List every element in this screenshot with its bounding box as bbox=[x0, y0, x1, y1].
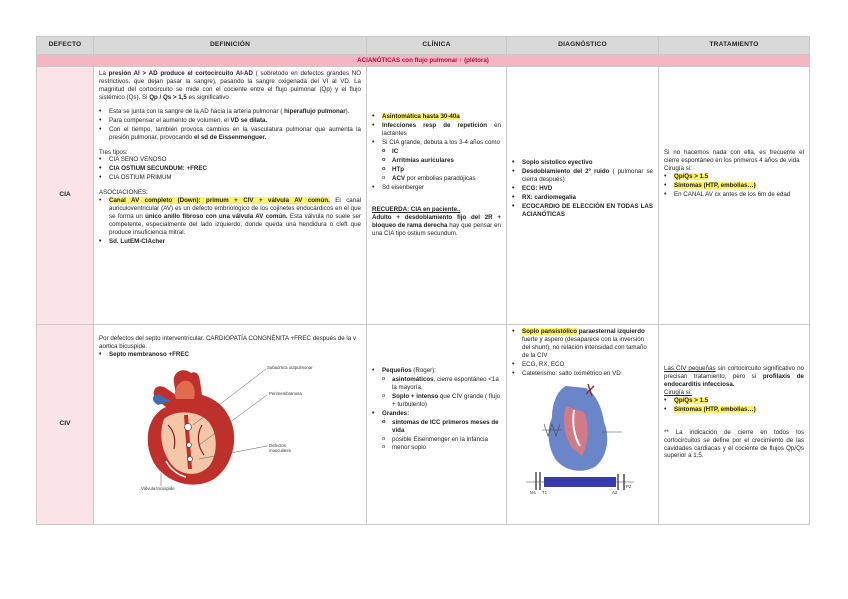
list-item: o asintomáticos, cierre espontáneo <1a la mayoría. bbox=[372, 376, 501, 392]
list-item: • CIA OSTIUM SECUNDUM: +FREC bbox=[99, 165, 361, 173]
header-defecto: DEFECTO bbox=[37, 37, 94, 55]
figure-label: Válvula tricúspide bbox=[141, 485, 175, 491]
list-item: • ECOCARDIO DE ELECCIÓN EN TODAS LAS ACIANÓTICAS bbox=[512, 203, 653, 219]
defect-name-civ: CIV bbox=[37, 325, 94, 525]
list-item: o síntomas de ICC primeros meses de vida bbox=[372, 419, 501, 435]
civ-trat-surgery: Cirugía si: bbox=[664, 388, 692, 396]
list-item: • Soplo sistolico eyectivo bbox=[512, 159, 653, 167]
header-row bbox=[37, 37, 810, 55]
cia-def-intro: La presión AI > AD produce el cortocircuito AI-AD ( sobretodo en defectos grandes NO restrictivos, que dejan pasar la sangre), pasando la sangre oxigenada del VI al VD. La magnitud del cortocircuito se mide con el cociente entre el flujo pulmonar (Qp) y el flujo sistémico (Qs). Si Qp / Qs > 1,5 es significativo bbox=[99, 70, 362, 101]
cardiopathy-table bbox=[36, 36, 810, 525]
header-diagnostico: DIAGNÓSTICO bbox=[507, 37, 659, 55]
list-item: • Qp/Qs > 1.5 bbox=[664, 173, 804, 181]
phono-label-p2: P2 bbox=[626, 483, 632, 489]
cia-trat-list bbox=[664, 173, 804, 199]
cia-assoc-list bbox=[99, 197, 361, 246]
cia-trat-text: Si no hacemos nada con ella, es frecuente el cierre espontáneo en los primeros 4 años de vida bbox=[664, 149, 804, 164]
list-item: • Asintomática hasta 30-40a bbox=[372, 113, 501, 121]
cia-assoc-title: ASOCIACIONES: bbox=[99, 189, 148, 197]
clinic-cell-cia bbox=[367, 67, 507, 325]
list-item: • Grandes: bbox=[372, 410, 501, 418]
list-item: • Soplo pansistólico paraesternal izquierdo fuerte y aspero (desaparece con la inversión del shunt), no relación intensidad con tamaño de la CIV bbox=[512, 328, 653, 360]
civ-trat-text: Las CIV pequeñas sin cortocircuito significativo no precisan tratamiento, pero sí profilaxis de endocarditis infecciosa. bbox=[664, 365, 804, 388]
table-row-cia bbox=[37, 67, 810, 325]
heart-septal-defects-figure bbox=[121, 363, 321, 498]
list-item: • Con el tiempo, también provoca cambios en la vasculatura pulmonar que aumenta la presión pulmonar, provocando el sd de Eissenmenguer. bbox=[99, 126, 361, 142]
diagnosis-cell-cia bbox=[507, 67, 659, 325]
defect-name-cia: CIA bbox=[37, 67, 94, 325]
section-band-row bbox=[37, 55, 810, 67]
cia-diag-list bbox=[512, 159, 653, 219]
cia-def-bullets bbox=[99, 108, 361, 142]
list-item: • Síntomas (HTP, embolias…) bbox=[664, 182, 804, 190]
list-item: • RX: cardiomegalia bbox=[512, 194, 653, 202]
list-item: • ECG, RX, ECO bbox=[512, 361, 653, 369]
header-definicion: DEFINICIÓN bbox=[94, 37, 367, 55]
cia-recuerda-title: RECUERDA: CIA en paciente.. bbox=[372, 206, 461, 214]
section-band: ACIANÓTICAS con flujo pulmonar ↑ (plétora) bbox=[37, 55, 810, 67]
definition-cell-civ bbox=[94, 325, 367, 525]
list-item: o posible Eisenmenger en la infancia bbox=[372, 436, 501, 444]
diagnosis-cell-civ bbox=[507, 325, 659, 525]
list-item: • ECG: HVD bbox=[512, 185, 653, 193]
phono-label-a2: A2 bbox=[612, 489, 618, 495]
list-item: • Cateterismo: salto oximétrico en VD bbox=[512, 370, 653, 378]
table-row-civ bbox=[37, 325, 810, 525]
civ-def-intro: Por defectos del septo interventricular. CARDIOPATÍA CONGNÉNITA +FREC después de la v aortica bicuspide. bbox=[99, 335, 357, 350]
cia-clin-list bbox=[372, 113, 501, 191]
list-item: • Qp/Qs > 1.5 bbox=[664, 397, 804, 405]
treatment-cell-cia bbox=[659, 67, 810, 325]
list-item: • Sd eisenberger bbox=[372, 184, 501, 192]
cia-recuerda-text: Adulto + desdoblamiento fijo del 2R + bloqueo de rama derecha hay que pensar en una CIA tipo ostium secundum. bbox=[372, 214, 501, 238]
phono-label-t1: T1 bbox=[542, 489, 548, 495]
list-item: • Síntomas (HTP, embolias…) bbox=[664, 406, 804, 414]
list-item: • Para compensar el aumento de volumen, el VD se dilata. bbox=[99, 117, 361, 125]
civ-trat-note: ** La indicación de cierre en todos los cortocircuitos se define por el crecimiento de las cavidades cardiacas y el cociente de flujos Qp/Qs superior a 1,5. bbox=[664, 428, 804, 460]
list-item: • CIA OSTIUM PRIMUM bbox=[99, 174, 361, 182]
list-item: • Infecciones resp de repetición en lactantes bbox=[372, 122, 501, 138]
list-item: o Arritmias auriculares bbox=[372, 157, 501, 165]
figure-label: Subaórtica outpulmonar bbox=[267, 364, 313, 370]
list-item: • Sd. LutEM-CIAcher bbox=[99, 238, 361, 246]
list-item: • Septo membranoso +FREC bbox=[99, 351, 361, 359]
clinic-cell-civ bbox=[367, 325, 507, 525]
figure-label: Defectos musculares bbox=[269, 442, 291, 454]
cia-types-list bbox=[99, 156, 361, 182]
list-item: • Canal AV completo (Down): primum + CIV + válvula AV común. El canal auriculoventricular (AV) es un defecto embriológico de los cojinetes endocárdicos en el que se forma un único anillo fibroso con una válvula AV común. Esta válvula no suele ser competente, especialmente del lado izquierdo, donde queda una hendidura o cleft que produce insuficiencia mitral. bbox=[99, 197, 361, 237]
civ-clin-list bbox=[372, 367, 501, 452]
list-item: o Soplo + intenso que CIV grande ( flujo + turbulento) bbox=[372, 393, 501, 409]
header-clinica: CLÍNICA bbox=[367, 37, 507, 55]
phono-label-m1: M1 bbox=[530, 489, 536, 495]
list-item: • CIA SENO VENOSO bbox=[99, 156, 361, 164]
civ-diag-list bbox=[512, 328, 653, 378]
list-item: o ACV por embolias paradójicas bbox=[372, 175, 501, 183]
list-item: • En CANAL AV cx antes de los 6m de edad bbox=[664, 191, 804, 199]
cia-trat-surgery: Cirugía si: bbox=[664, 164, 692, 172]
header-tratamiento: TRATAMIENTO bbox=[659, 37, 810, 55]
list-item: • Si CIA grande, debuta a los 3-4 años como bbox=[372, 139, 501, 147]
cia-types-title: Tres tipos: bbox=[99, 148, 128, 156]
list-item: o IC bbox=[372, 148, 501, 156]
definition-cell-cia bbox=[94, 67, 367, 325]
document-page bbox=[36, 36, 809, 525]
list-item: o HTp bbox=[372, 166, 501, 174]
list-item: • Desdoblamiento del 2º ruido ( pulmonar se cierra después) bbox=[512, 168, 653, 184]
civ-def-bullets bbox=[99, 351, 361, 359]
list-item: o menor soplo bbox=[372, 444, 501, 452]
list-item: • Pequeños (Roger): bbox=[372, 367, 501, 375]
phonocardiogram-figure bbox=[522, 380, 642, 498]
figure-label: Perimembranosa bbox=[269, 390, 302, 396]
treatment-cell-civ bbox=[659, 325, 810, 525]
civ-trat-list bbox=[664, 397, 804, 414]
list-item: • Esta se junta con la sangre de la AD hacia la arteria pulmonar ( hiperaflujo pulmonar). bbox=[99, 108, 361, 116]
